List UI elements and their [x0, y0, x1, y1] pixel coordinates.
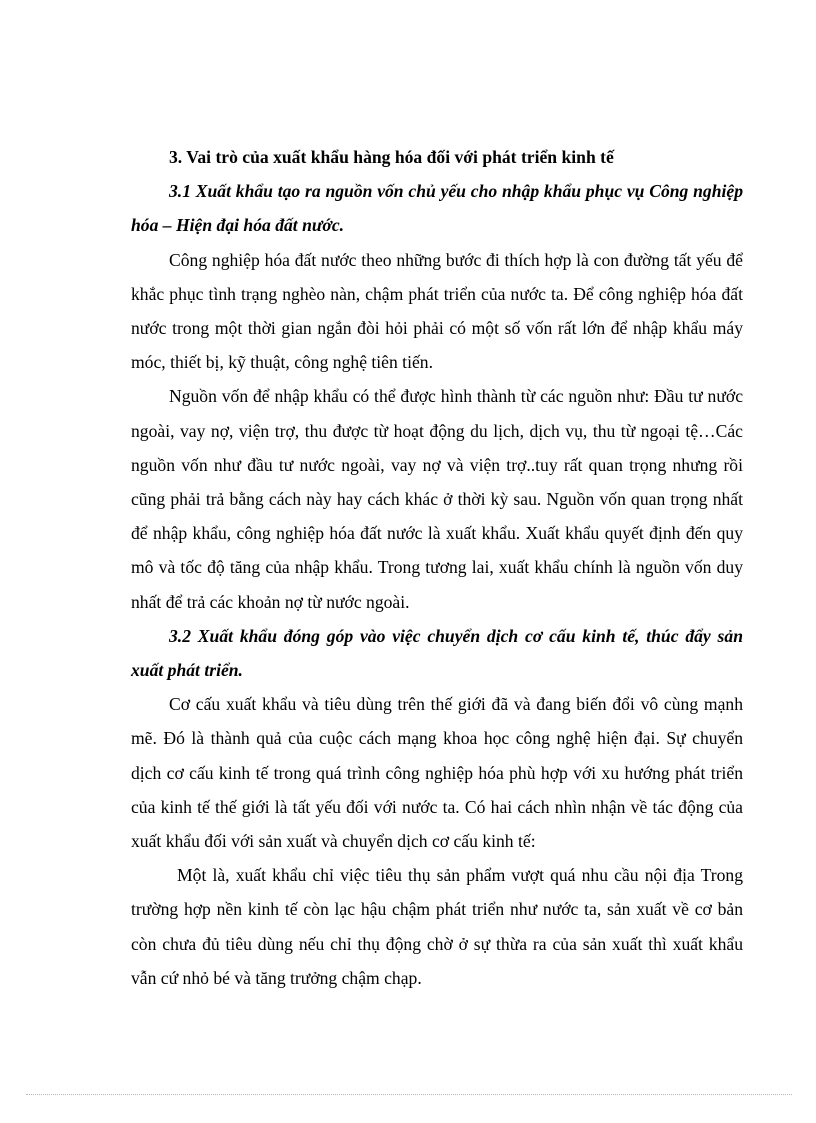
- paragraph: Nguồn vốn để nhập khẩu có thể được hình thành từ các nguồn như: Đầu tư nước ngoài, vay nợ, viện trợ, thu được từ hoạt động du lịch, dịch vụ, thu từ ngoại tệ…Các nguồn vốn như đầu tư nước ngoài, vay nợ và viện trợ..tuy rất quan trọng nhưng rồi cũng phải trả bằng cách này hay cách khác ở thời kỳ sau. Nguồn vốn quan trọng nhất để nhập khẩu, công nghiệp hóa đất nước là xuất khẩu. Xuất khẩu quyết định đến quy mô và tốc độ tăng của nhập khẩu. Trong tương lai, xuất khẩu chính là nguồn vốn duy nhất để trả các khoản nợ từ nước ngoài.: [131, 386, 743, 612]
- section-heading-main: 3. Vai trò của xuất khẩu hàng hóa đối với phát triển kinh tế: [169, 147, 614, 167]
- paragraph: Cơ cấu xuất khẩu và tiêu dùng trên thế giới đã và đang biến đổi vô cùng mạnh mẽ. Đó là thành quả của cuộc cách mạng khoa học công nghệ hiện đại. Sự chuyển dịch cơ cấu kinh tế trong quá trình công nghiệp hóa phù hợp với xu hướng phát triển của kinh tế thế giới là tất yếu đối với nước ta. Có hai cách nhìn nhận về tác động của xuất khẩu đối với sản xuất và chuyển dịch cơ cấu kinh tế:: [131, 694, 743, 852]
- section-heading-3-2: 3.2 Xuất khẩu đóng góp vào việc chuyển dịch cơ cấu kinh tế, thúc đẩy sản xuất phát triển.: [131, 625, 743, 681]
- paragraph: Công nghiệp hóa đất nước theo những bước đi thích hợp là con đường tất yếu để khắc phục tình trạng nghèo nàn, chậm phát triển của nước ta. Để công nghiệp hóa đất nước trong một thời gian ngắn đòi hỏi phải có một số vốn rất lớn để nhập khẩu máy móc, thiết bị, kỹ thuật, công nghệ tiên tiến.: [131, 249, 743, 373]
- page-bottom-divider: [26, 1094, 792, 1095]
- section-heading-3-1: 3.1 Xuất khẩu tạo ra nguồn vốn chủ yếu cho nhập khẩu phục vụ Công nghiệp hóa – Hiện đại hóa đất nước.: [131, 181, 743, 236]
- document-body: [131, 140, 743, 995]
- paragraph: Một là, xuất khẩu chỉ việc tiêu thụ sản phẩm vượt quá nhu cầu nội địa Trong trường hợp nền kinh tế còn lạc hậu chậm phát triển như nước ta, sản xuất về cơ bản còn chưa đủ tiêu dùng nếu chỉ thụ động chờ ở sự thừa ra của sản xuất thì xuất khẩu vẫn cứ nhỏ bé và tăng trưởng chậm chạp.: [131, 865, 743, 988]
